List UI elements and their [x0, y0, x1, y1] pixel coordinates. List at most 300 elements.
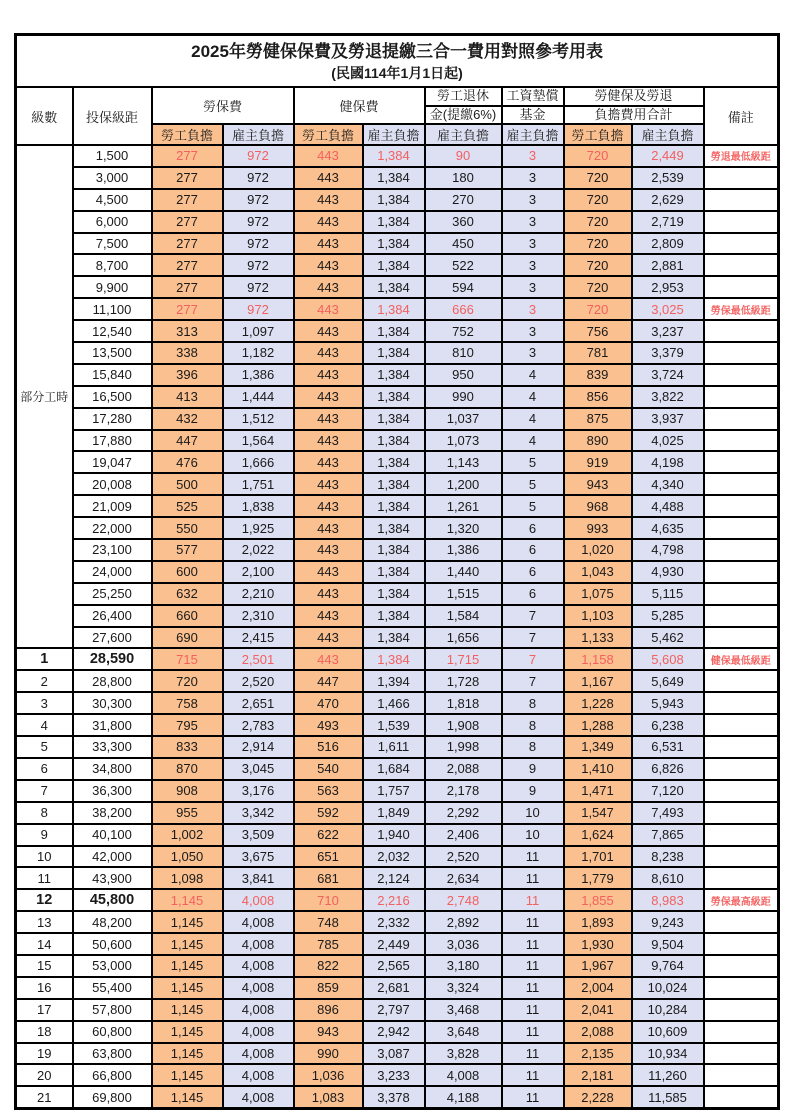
total-employer-cell: 3,025 — [632, 298, 704, 320]
bracket-cell: 1,500 — [73, 145, 152, 167]
total-employee-cell: 720 — [564, 298, 632, 320]
page-title: 2025年勞健保保費及勞退提繳三合一費用對照參考用表 — [191, 42, 603, 62]
total-employee-cell: 1,410 — [564, 758, 632, 780]
header-health-fee: 健保費 — [294, 87, 425, 124]
total-employee-cell: 1,779 — [564, 867, 632, 889]
labor-employer-cell: 2,022 — [223, 539, 294, 561]
total-employee-cell: 1,020 — [564, 539, 632, 561]
total-employee-cell: 839 — [564, 364, 632, 386]
pension-employer-cell: 3,036 — [425, 933, 502, 955]
pension-employer-cell: 1,386 — [425, 539, 502, 561]
remark-cell — [704, 189, 779, 211]
health-employer-cell: 2,124 — [363, 867, 425, 889]
table-row — [16, 495, 779, 517]
health-employee-cell: 443 — [294, 473, 363, 495]
wage-fund-employer-cell: 11 — [502, 1086, 564, 1108]
total-employee-cell: 720 — [564, 254, 632, 276]
level-cell: 5 — [16, 736, 73, 758]
remark-cell — [704, 276, 779, 298]
bracket-cell: 27,600 — [73, 627, 152, 649]
pension-employer-cell: 3,468 — [425, 999, 502, 1021]
labor-employee-cell: 1,098 — [152, 867, 223, 889]
table-row — [16, 276, 779, 298]
labor-employee-cell: 447 — [152, 430, 223, 452]
health-employer-cell: 2,449 — [363, 933, 425, 955]
total-employee-cell: 890 — [564, 430, 632, 452]
health-employer-cell: 1,384 — [363, 342, 425, 364]
header-labor-fee: 勞保費 — [152, 87, 294, 124]
level-cell: 12 — [16, 889, 73, 911]
table-row — [16, 430, 779, 452]
table-row — [16, 780, 779, 802]
total-employee-cell: 856 — [564, 386, 632, 408]
labor-employer-cell: 972 — [223, 145, 294, 167]
bracket-cell: 45,800 — [73, 889, 152, 911]
table-row — [16, 977, 779, 999]
health-employee-cell: 443 — [294, 342, 363, 364]
health-employee-cell: 516 — [294, 736, 363, 758]
health-employer-cell: 1,384 — [363, 254, 425, 276]
wage-fund-employer-cell: 3 — [502, 298, 564, 320]
page-subtitle: (民國114年1月1日起) — [331, 64, 463, 81]
total-employer-cell: 2,629 — [632, 189, 704, 211]
remark-cell — [704, 911, 779, 933]
labor-employee-cell: 413 — [152, 386, 223, 408]
wage-fund-employer-cell: 7 — [502, 648, 564, 670]
bracket-cell: 40,100 — [73, 824, 152, 846]
table-row — [16, 364, 779, 386]
header-total-line2: 負擔費用合計 — [564, 106, 704, 125]
pension-employer-cell: 2,088 — [425, 758, 502, 780]
wage-fund-employer-cell: 11 — [502, 977, 564, 999]
total-employer-cell: 4,488 — [632, 495, 704, 517]
header-labor-employer-share: 雇主負擔 — [223, 124, 294, 145]
table-row — [16, 736, 779, 758]
health-employer-cell: 1,611 — [363, 736, 425, 758]
total-employee-cell: 2,181 — [564, 1064, 632, 1086]
health-employee-cell: 443 — [294, 320, 363, 342]
health-employer-cell: 1,384 — [363, 364, 425, 386]
level-cell: 13 — [16, 911, 73, 933]
labor-employee-cell: 1,145 — [152, 999, 223, 1021]
table-row — [16, 648, 779, 670]
header-pension-line2: 金(提繳6%) — [425, 106, 502, 125]
table-row — [16, 320, 779, 342]
labor-employee-cell: 577 — [152, 539, 223, 561]
total-employee-cell: 781 — [564, 342, 632, 364]
labor-employer-cell: 972 — [223, 189, 294, 211]
health-employee-cell: 443 — [294, 298, 363, 320]
wage-fund-employer-cell: 10 — [502, 802, 564, 824]
health-employee-cell: 443 — [294, 583, 363, 605]
labor-employee-cell: 833 — [152, 736, 223, 758]
labor-employer-cell: 972 — [223, 233, 294, 255]
total-employer-cell: 4,798 — [632, 539, 704, 561]
bracket-cell: 3,000 — [73, 167, 152, 189]
pension-employer-cell: 1,908 — [425, 714, 502, 736]
labor-employee-cell: 525 — [152, 495, 223, 517]
health-employer-cell: 2,032 — [363, 846, 425, 868]
table-row — [16, 1064, 779, 1086]
remark-cell: 勞保最高級距 — [704, 889, 779, 911]
pension-employer-cell: 3,828 — [425, 1043, 502, 1065]
total-employer-cell: 7,120 — [632, 780, 704, 802]
remark-cell — [704, 736, 779, 758]
header-total-line1: 勞健保及勞退 — [564, 87, 704, 106]
health-employer-cell: 1,384 — [363, 211, 425, 233]
wage-fund-employer-cell: 6 — [502, 583, 564, 605]
health-employee-cell: 443 — [294, 430, 363, 452]
wage-fund-employer-cell: 7 — [502, 670, 564, 692]
pension-employer-cell: 360 — [425, 211, 502, 233]
table-row — [16, 473, 779, 495]
labor-employee-cell: 955 — [152, 802, 223, 824]
labor-employee-cell: 277 — [152, 298, 223, 320]
bracket-cell: 16,500 — [73, 386, 152, 408]
pension-employer-cell: 752 — [425, 320, 502, 342]
labor-employee-cell: 1,145 — [152, 1086, 223, 1108]
labor-employer-cell: 2,415 — [223, 627, 294, 649]
health-employee-cell: 443 — [294, 648, 363, 670]
pension-employer-cell: 1,143 — [425, 451, 502, 473]
remark-cell — [704, 692, 779, 714]
table-row — [16, 189, 779, 211]
total-employer-cell: 10,284 — [632, 999, 704, 1021]
labor-employer-cell: 972 — [223, 276, 294, 298]
total-employer-cell: 8,238 — [632, 846, 704, 868]
table-row — [16, 561, 779, 583]
header-remark: 備註 — [704, 87, 779, 145]
health-employer-cell: 1,684 — [363, 758, 425, 780]
remark-cell — [704, 167, 779, 189]
bracket-cell: 17,880 — [73, 430, 152, 452]
level-cell: 17 — [16, 999, 73, 1021]
level-cell: 19 — [16, 1043, 73, 1065]
wage-fund-employer-cell: 3 — [502, 233, 564, 255]
table-row — [16, 867, 779, 889]
total-employer-cell: 8,610 — [632, 867, 704, 889]
health-employee-cell: 785 — [294, 933, 363, 955]
health-employer-cell: 1,384 — [363, 605, 425, 627]
total-employee-cell: 2,041 — [564, 999, 632, 1021]
health-employer-cell: 1,394 — [363, 670, 425, 692]
health-employer-cell: 2,942 — [363, 1021, 425, 1043]
table-row — [16, 408, 779, 430]
total-employee-cell: 1,471 — [564, 780, 632, 802]
level-cell: 21 — [16, 1086, 73, 1108]
remark-cell — [704, 933, 779, 955]
total-employee-cell: 2,088 — [564, 1021, 632, 1043]
health-employee-cell: 443 — [294, 561, 363, 583]
health-employee-cell: 443 — [294, 605, 363, 627]
pension-employer-cell: 1,515 — [425, 583, 502, 605]
health-employer-cell: 2,216 — [363, 889, 425, 911]
bracket-cell: 20,008 — [73, 473, 152, 495]
pension-employer-cell: 2,520 — [425, 846, 502, 868]
labor-employer-cell: 4,008 — [223, 955, 294, 977]
total-employee-cell: 1,043 — [564, 561, 632, 583]
header-row-1 — [16, 87, 779, 106]
total-employer-cell: 2,881 — [632, 254, 704, 276]
header-wage-fund-line2: 基金 — [502, 106, 564, 125]
pension-employer-cell: 270 — [425, 189, 502, 211]
bracket-cell: 8,700 — [73, 254, 152, 276]
total-employee-cell: 720 — [564, 145, 632, 167]
remark-cell — [704, 1086, 779, 1108]
health-employee-cell: 859 — [294, 977, 363, 999]
table-row — [16, 167, 779, 189]
labor-employee-cell: 908 — [152, 780, 223, 802]
total-employee-cell: 1,893 — [564, 911, 632, 933]
bracket-cell: 63,800 — [73, 1043, 152, 1065]
labor-employer-cell: 2,210 — [223, 583, 294, 605]
total-employee-cell: 1,349 — [564, 736, 632, 758]
bracket-cell: 55,400 — [73, 977, 152, 999]
wage-fund-employer-cell: 3 — [502, 254, 564, 276]
level-cell: 18 — [16, 1021, 73, 1043]
bracket-cell: 31,800 — [73, 714, 152, 736]
pension-employer-cell: 180 — [425, 167, 502, 189]
fee-table — [14, 33, 780, 1110]
pension-employer-cell: 4,008 — [425, 1064, 502, 1086]
labor-employer-cell: 4,008 — [223, 889, 294, 911]
labor-employer-cell: 4,008 — [223, 933, 294, 955]
health-employer-cell: 1,539 — [363, 714, 425, 736]
header-total-employee-share: 勞工負擔 — [564, 124, 632, 145]
labor-employer-cell: 2,520 — [223, 670, 294, 692]
labor-employee-cell: 313 — [152, 320, 223, 342]
total-employer-cell: 5,285 — [632, 605, 704, 627]
health-employer-cell: 1,384 — [363, 189, 425, 211]
health-employer-cell: 1,940 — [363, 824, 425, 846]
total-employer-cell: 4,198 — [632, 451, 704, 473]
labor-employer-cell: 4,008 — [223, 1064, 294, 1086]
total-employer-cell: 3,724 — [632, 364, 704, 386]
health-employee-cell: 822 — [294, 955, 363, 977]
remark-cell — [704, 670, 779, 692]
labor-employer-cell: 4,008 — [223, 1043, 294, 1065]
bracket-cell: 15,840 — [73, 364, 152, 386]
health-employee-cell: 1,036 — [294, 1064, 363, 1086]
bracket-cell: 28,590 — [73, 648, 152, 670]
remark-cell — [704, 583, 779, 605]
bracket-cell: 57,800 — [73, 999, 152, 1021]
health-employee-cell: 651 — [294, 846, 363, 868]
labor-employer-cell: 1,751 — [223, 473, 294, 495]
bracket-cell: 28,800 — [73, 670, 152, 692]
labor-employer-cell: 2,501 — [223, 648, 294, 670]
remark-cell — [704, 495, 779, 517]
level-cell: 14 — [16, 933, 73, 955]
labor-employee-cell: 277 — [152, 233, 223, 255]
wage-fund-employer-cell: 3 — [502, 276, 564, 298]
total-employer-cell: 4,635 — [632, 517, 704, 539]
total-employer-cell: 11,585 — [632, 1086, 704, 1108]
health-employer-cell: 1,384 — [363, 583, 425, 605]
labor-employer-cell: 1,666 — [223, 451, 294, 473]
table-row — [16, 999, 779, 1021]
pension-employer-cell: 2,748 — [425, 889, 502, 911]
bracket-cell: 17,280 — [73, 408, 152, 430]
total-employer-cell: 6,238 — [632, 714, 704, 736]
pension-employer-cell: 1,656 — [425, 627, 502, 649]
total-employer-cell: 3,237 — [632, 320, 704, 342]
wage-fund-employer-cell: 7 — [502, 605, 564, 627]
header-labor-employee-share: 勞工負擔 — [152, 124, 223, 145]
total-employee-cell: 1,103 — [564, 605, 632, 627]
table-row — [16, 824, 779, 846]
bracket-cell: 69,800 — [73, 1086, 152, 1108]
total-employee-cell: 720 — [564, 189, 632, 211]
table-row — [16, 911, 779, 933]
table-row — [16, 254, 779, 276]
total-employee-cell: 943 — [564, 473, 632, 495]
labor-employer-cell: 1,512 — [223, 408, 294, 430]
total-employee-cell: 919 — [564, 451, 632, 473]
health-employee-cell: 443 — [294, 451, 363, 473]
pension-employer-cell: 90 — [425, 145, 502, 167]
labor-employee-cell: 1,145 — [152, 1021, 223, 1043]
pension-employer-cell: 1,073 — [425, 430, 502, 452]
bracket-cell: 53,000 — [73, 955, 152, 977]
header-total-employer-share: 雇主負擔 — [632, 124, 704, 145]
labor-employer-cell: 4,008 — [223, 1086, 294, 1108]
table-row — [16, 758, 779, 780]
health-employee-cell: 943 — [294, 1021, 363, 1043]
remark-cell — [704, 627, 779, 649]
labor-employer-cell: 3,045 — [223, 758, 294, 780]
labor-employer-cell: 972 — [223, 211, 294, 233]
health-employer-cell: 1,757 — [363, 780, 425, 802]
labor-employee-cell: 476 — [152, 451, 223, 473]
bracket-cell: 4,500 — [73, 189, 152, 211]
total-employer-cell: 8,983 — [632, 889, 704, 911]
total-employee-cell: 1,288 — [564, 714, 632, 736]
health-employee-cell: 443 — [294, 167, 363, 189]
level-cell: 20 — [16, 1064, 73, 1086]
table-row — [16, 889, 779, 911]
labor-employee-cell: 550 — [152, 517, 223, 539]
labor-employee-cell: 715 — [152, 648, 223, 670]
total-employer-cell: 6,531 — [632, 736, 704, 758]
fee-table-body — [16, 145, 779, 1109]
health-employer-cell: 1,384 — [363, 561, 425, 583]
pension-employer-cell: 4,188 — [425, 1086, 502, 1108]
total-employer-cell: 7,493 — [632, 802, 704, 824]
total-employer-cell: 7,865 — [632, 824, 704, 846]
bracket-cell: 26,400 — [73, 605, 152, 627]
labor-employee-cell: 277 — [152, 189, 223, 211]
health-employer-cell: 1,384 — [363, 473, 425, 495]
health-employee-cell: 1,083 — [294, 1086, 363, 1108]
health-employee-cell: 447 — [294, 670, 363, 692]
total-employer-cell: 3,379 — [632, 342, 704, 364]
labor-employee-cell: 632 — [152, 583, 223, 605]
health-employer-cell: 1,384 — [363, 298, 425, 320]
table-row — [16, 933, 779, 955]
labor-employer-cell: 1,182 — [223, 342, 294, 364]
wage-fund-employer-cell: 3 — [502, 189, 564, 211]
pension-employer-cell: 1,200 — [425, 473, 502, 495]
wage-fund-employer-cell: 4 — [502, 430, 564, 452]
pension-employer-cell: 1,998 — [425, 736, 502, 758]
health-employee-cell: 710 — [294, 889, 363, 911]
labor-employee-cell: 690 — [152, 627, 223, 649]
bracket-cell: 38,200 — [73, 802, 152, 824]
level-cell: 2 — [16, 670, 73, 692]
total-employer-cell: 2,449 — [632, 145, 704, 167]
labor-employee-cell: 277 — [152, 254, 223, 276]
labor-employer-cell: 4,008 — [223, 1021, 294, 1043]
remark-cell — [704, 1064, 779, 1086]
table-row — [16, 1043, 779, 1065]
remark-cell — [704, 955, 779, 977]
remark-cell — [704, 999, 779, 1021]
total-employer-cell: 6,826 — [632, 758, 704, 780]
total-employer-cell: 10,024 — [632, 977, 704, 999]
total-employer-cell: 10,934 — [632, 1043, 704, 1065]
wage-fund-employer-cell: 3 — [502, 167, 564, 189]
labor-employee-cell: 277 — [152, 276, 223, 298]
health-employee-cell: 443 — [294, 517, 363, 539]
pension-employer-cell: 3,648 — [425, 1021, 502, 1043]
health-employee-cell: 443 — [294, 627, 363, 649]
labor-employer-cell: 4,008 — [223, 977, 294, 999]
bracket-cell: 11,100 — [73, 298, 152, 320]
table-row — [16, 451, 779, 473]
remark-cell — [704, 539, 779, 561]
health-employer-cell: 1,384 — [363, 430, 425, 452]
table-row — [16, 670, 779, 692]
health-employee-cell: 443 — [294, 145, 363, 167]
wage-fund-employer-cell: 6 — [502, 561, 564, 583]
total-employer-cell: 9,764 — [632, 955, 704, 977]
labor-employee-cell: 1,145 — [152, 977, 223, 999]
remark-cell — [704, 605, 779, 627]
remark-cell: 勞退最低級距 — [704, 145, 779, 167]
level-cell: 3 — [16, 692, 73, 714]
total-employee-cell: 1,930 — [564, 933, 632, 955]
health-employee-cell: 443 — [294, 211, 363, 233]
remark-cell — [704, 320, 779, 342]
total-employer-cell: 9,504 — [632, 933, 704, 955]
table-row — [16, 692, 779, 714]
pension-employer-cell: 3,180 — [425, 955, 502, 977]
remark-cell — [704, 758, 779, 780]
remark-cell — [704, 386, 779, 408]
wage-fund-employer-cell: 3 — [502, 211, 564, 233]
pension-employer-cell: 2,634 — [425, 867, 502, 889]
wage-fund-employer-cell: 7 — [502, 627, 564, 649]
health-employer-cell: 1,384 — [363, 276, 425, 298]
header-bracket: 投保級距 — [73, 87, 152, 145]
wage-fund-employer-cell: 11 — [502, 933, 564, 955]
level-cell: 4 — [16, 714, 73, 736]
total-employee-cell: 1,133 — [564, 627, 632, 649]
labor-employee-cell: 396 — [152, 364, 223, 386]
total-employee-cell: 1,158 — [564, 648, 632, 670]
health-employee-cell: 470 — [294, 692, 363, 714]
labor-employee-cell: 720 — [152, 670, 223, 692]
table-row — [16, 605, 779, 627]
wage-fund-employer-cell: 9 — [502, 758, 564, 780]
remark-cell — [704, 364, 779, 386]
total-employer-cell: 10,609 — [632, 1021, 704, 1043]
health-employee-cell: 443 — [294, 189, 363, 211]
table-row — [16, 955, 779, 977]
labor-employer-cell: 2,914 — [223, 736, 294, 758]
labor-employee-cell: 758 — [152, 692, 223, 714]
